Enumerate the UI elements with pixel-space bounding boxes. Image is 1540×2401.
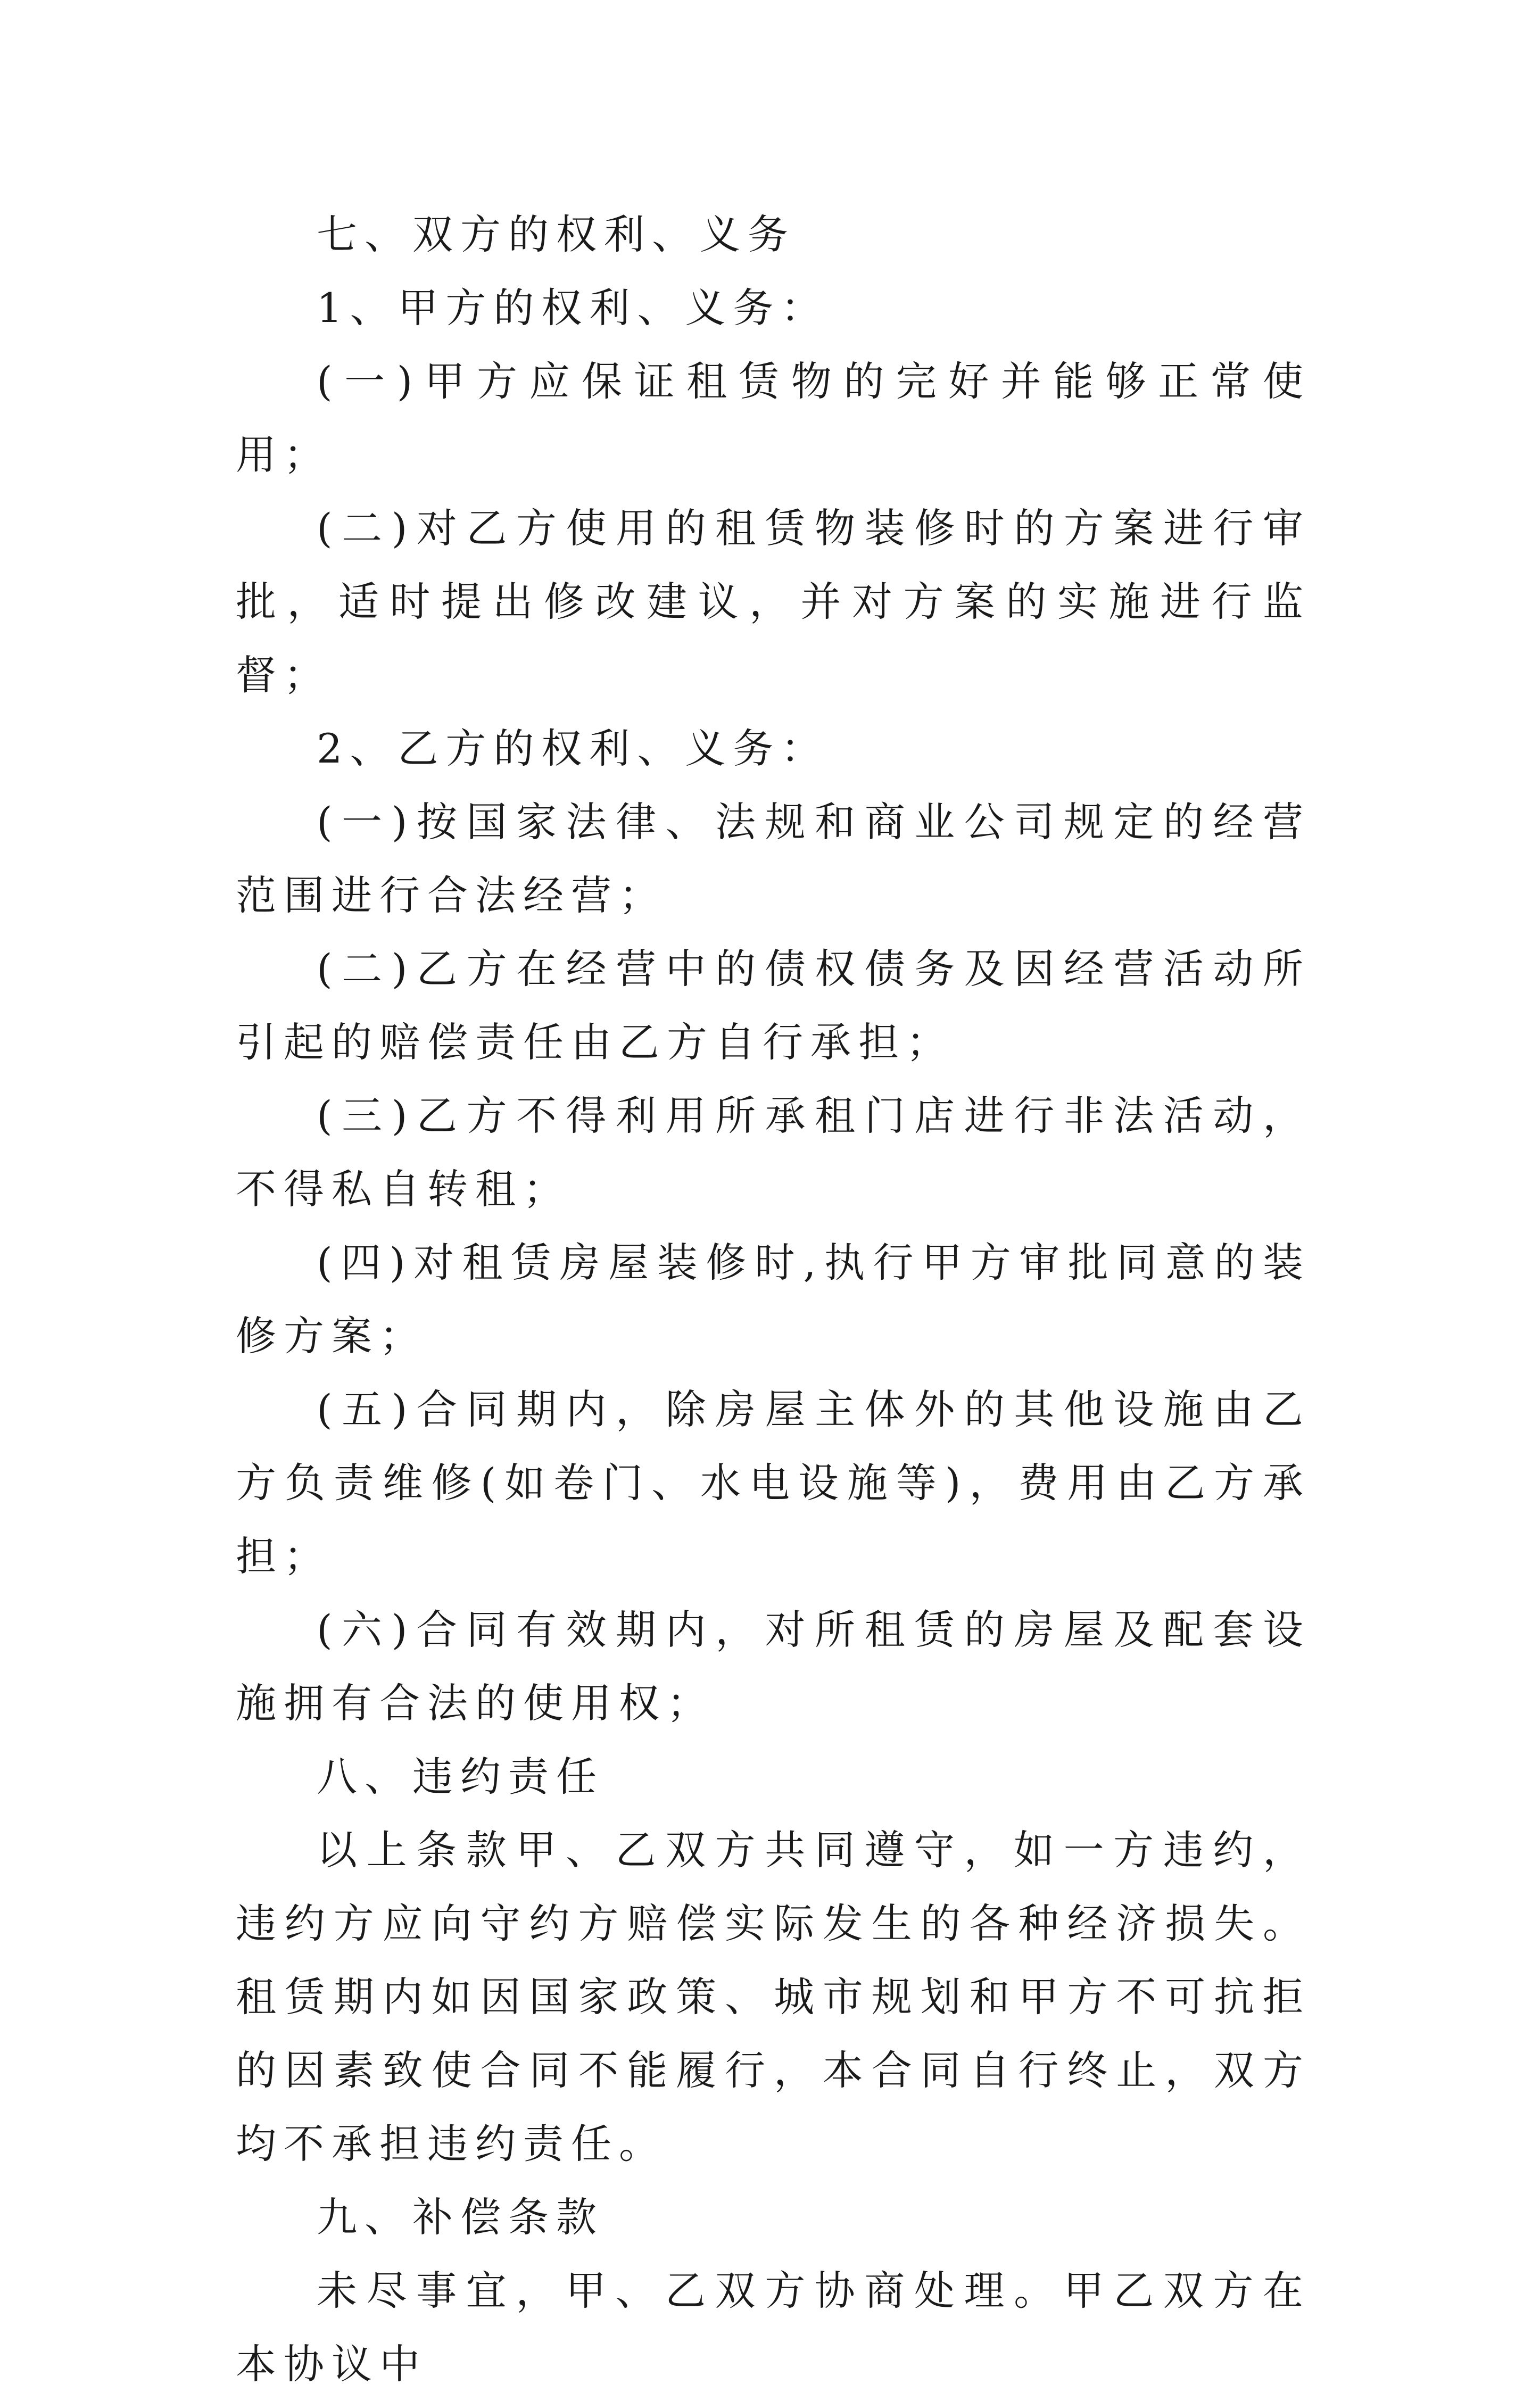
clause-paragraph: (二)乙方在经营中的债权债务及因经营活动所引起的赔偿责任由乙方自行承担； bbox=[236, 945, 1311, 1066]
clause-paragraph: 未尽事宜，甲、乙双方协商处理。甲乙双方在本协议中 bbox=[236, 2267, 1311, 2388]
document-body bbox=[236, 198, 1311, 2401]
clause-paragraph: (一)甲方应保证租赁物的完好并能够正常使用； bbox=[236, 358, 1311, 478]
clause-paragraph: (四)对租赁房屋装修时,执行甲方审批同意的装修方案； bbox=[236, 1239, 1311, 1360]
subsection-heading-party-a: 1、甲方的权利、义务： bbox=[317, 284, 829, 332]
clause-paragraph: (六)合同有效期内，对所租赁的房屋及配套设施拥有合法的使用权； bbox=[236, 1606, 1311, 1727]
clause-paragraph: (三)乙方不得利用所承租门店进行非法活动，不得私自转租； bbox=[236, 1092, 1311, 1213]
clause-paragraph: (一)按国家法律、法规和商业公司规定的经营范围进行合法经营； bbox=[236, 798, 1311, 919]
section-heading-compensation: 九、补偿条款 bbox=[317, 2193, 604, 2241]
clause-paragraph: (五)合同期内，除房屋主体外的其他设施由乙方负责维修(如卷门、水电设施等)，费用由乙方承担； bbox=[236, 1386, 1311, 1580]
section-heading-rights-obligations: 七、双方的权利、义务 bbox=[317, 211, 796, 258]
subsection-heading-party-b: 2、乙方的权利、义务： bbox=[317, 725, 829, 772]
clause-paragraph: (二)对乙方使用的租赁物装修时的方案进行审批，适时提出修改建议，并对方案的实施进行监督； bbox=[236, 504, 1311, 699]
section-heading-breach-liability: 八、违约责任 bbox=[317, 1753, 604, 1800]
clause-paragraph: 以上条款甲、乙双方共同遵守，如一方违约，违约方应向守约方赔偿实际发生的各种经济损失。租赁期内如因国家政策、城市规划和甲方不可抗拒的因素致使合同不能履行，本合同自行终止，双方均不承担违约责任。 bbox=[236, 1826, 1311, 2167]
